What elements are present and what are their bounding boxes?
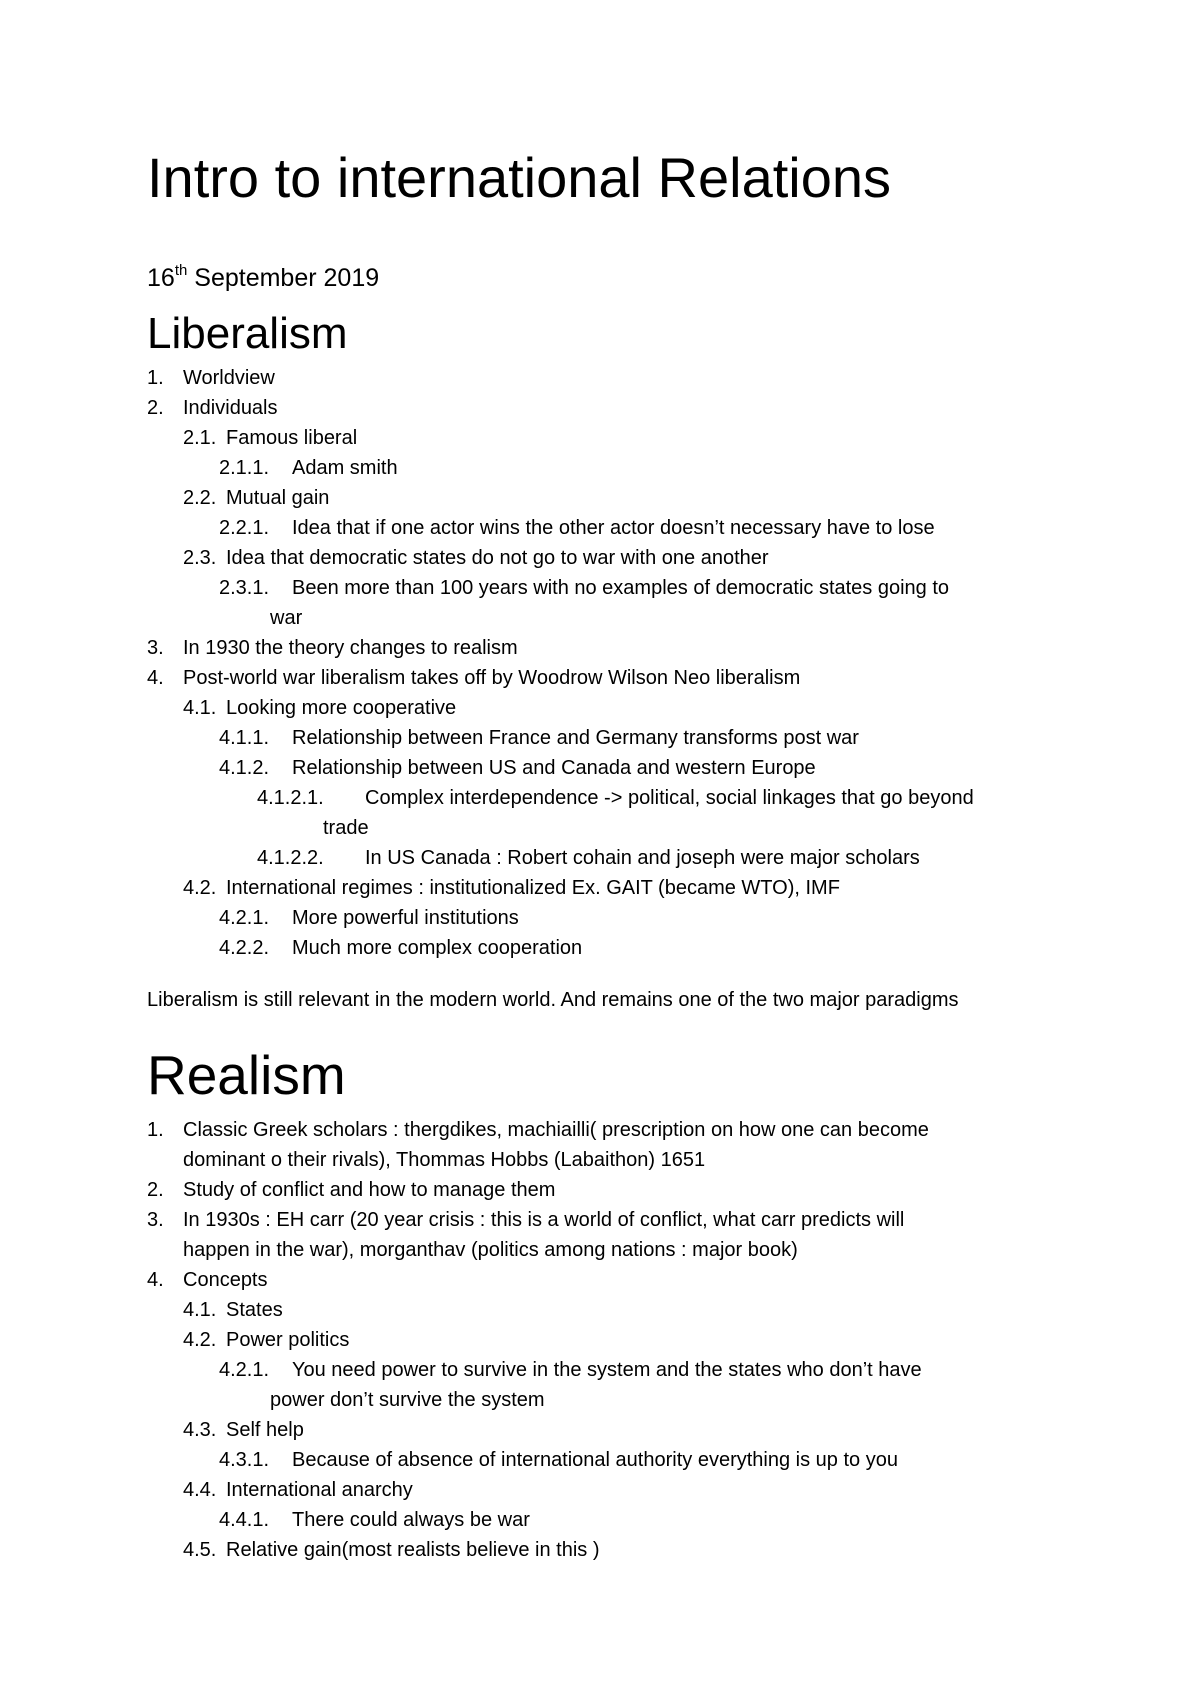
list-item bbox=[147, 1175, 1150, 1205]
section-heading-realism: Realism bbox=[147, 1044, 346, 1106]
list-item-text: International regimes : institutionalized Ex. GAIT (became WTO), IMF bbox=[226, 877, 840, 899]
list-item bbox=[219, 903, 1150, 933]
list-item-text: Relative gain(most realists believe in this ) bbox=[226, 1539, 600, 1561]
list-item-text: Study of conflict and how to manage them bbox=[183, 1179, 556, 1201]
section-heading-liberalism: Liberalism bbox=[147, 309, 348, 358]
list-item bbox=[183, 1325, 1150, 1355]
list-item bbox=[183, 1415, 1150, 1445]
list-item-text: Looking more cooperative bbox=[226, 697, 457, 719]
list-item bbox=[219, 453, 1150, 483]
list-item bbox=[147, 663, 1150, 693]
list-item bbox=[147, 393, 1150, 423]
list-item-text: There could always be war bbox=[292, 1509, 530, 1531]
list-item-number: 2. bbox=[147, 1179, 164, 1201]
list-item-text: In US Canada : Robert cohain and joseph were major scholars bbox=[365, 847, 920, 869]
date-rest: September 2019 bbox=[187, 264, 380, 292]
list-item-text: Post-world war liberalism takes off by Woodrow Wilson Neo liberalism bbox=[183, 667, 801, 689]
list-item bbox=[219, 1355, 1150, 1385]
list-item-number: 4.3.1. bbox=[219, 1449, 270, 1471]
list-item bbox=[219, 753, 1150, 783]
list-item bbox=[219, 1445, 1150, 1475]
list-item bbox=[183, 543, 1150, 573]
list-item-text: Famous liberal bbox=[226, 427, 358, 449]
list-item-number: 4.4. bbox=[183, 1479, 217, 1501]
list-item-number: 4.1.2. bbox=[219, 757, 270, 779]
list-item-text: Classic Greek scholars : thergdikes, machiailli( prescription on how one can become bbox=[183, 1119, 929, 1141]
list-item-text: In 1930 the theory changes to realism bbox=[183, 637, 518, 659]
list-item-text: Relationship between US and Canada and western Europe bbox=[292, 757, 816, 779]
list-item bbox=[257, 783, 1150, 813]
list-item-number: 4.4.1. bbox=[219, 1509, 270, 1531]
list-item-number: 2.3.1. bbox=[219, 577, 270, 599]
list-item bbox=[183, 1235, 1150, 1265]
list-item-number: 4.5. bbox=[183, 1539, 217, 1561]
list-item bbox=[219, 1505, 1150, 1535]
list-item-text: war bbox=[270, 607, 303, 629]
list-item-number: 1. bbox=[147, 367, 164, 389]
list-item-text: More powerful institutions bbox=[292, 907, 519, 929]
list-item-number: 3. bbox=[147, 1209, 164, 1231]
list-item-text: You need power to survive in the system and the states who don’t have bbox=[292, 1359, 922, 1381]
list-item bbox=[183, 873, 1150, 903]
list-item-text: Relationship between France and Germany transforms post war bbox=[292, 727, 859, 749]
list-item-number: 4.3. bbox=[183, 1419, 217, 1441]
list-item-text: Been more than 100 years with no examples of democratic states going to bbox=[292, 577, 950, 599]
list-item-number: 4.1.1. bbox=[219, 727, 270, 749]
list-item-number: 4.1.2.1. bbox=[257, 787, 324, 809]
list-item-number: 2.3. bbox=[183, 547, 217, 569]
date-suffix: th bbox=[174, 262, 188, 279]
list-item-text: happen in the war), morganthav (politics among nations : major book) bbox=[183, 1239, 798, 1261]
liberalism-summary-paragraph: Liberalism is still relevant in the modern world. And remains one of the two major paradigms bbox=[147, 989, 959, 1011]
list-item-number: 3. bbox=[147, 637, 164, 659]
list-item-number: 2.1.1. bbox=[219, 457, 270, 479]
list-item bbox=[183, 1535, 1150, 1565]
list-item bbox=[147, 1265, 1150, 1295]
list-item-text: Much more complex cooperation bbox=[292, 937, 583, 959]
list-item-number: 4. bbox=[147, 667, 164, 689]
list-item-text: power don’t survive the system bbox=[270, 1389, 545, 1411]
list-item-text: States bbox=[226, 1299, 283, 1321]
list-item-text: Adam smith bbox=[292, 457, 398, 479]
list-item bbox=[147, 1205, 1150, 1235]
document-title: Intro to international Relations bbox=[147, 146, 891, 209]
list-item bbox=[183, 693, 1150, 723]
list-item-text: International anarchy bbox=[226, 1479, 413, 1501]
document-date bbox=[147, 262, 379, 294]
list-item bbox=[147, 633, 1150, 663]
list-item-text: dominant o their rivals), Thommas Hobbs (Labaithon) 1651 bbox=[183, 1149, 706, 1171]
list-item-text: Power politics bbox=[226, 1329, 350, 1351]
list-item-text: Worldview bbox=[183, 367, 275, 389]
list-item bbox=[219, 573, 1150, 603]
list-item-number: 2.2.1. bbox=[219, 517, 270, 539]
list-item-text: Idea that democratic states do not go to war with one another bbox=[226, 547, 769, 569]
list-item-number: 4.2.1. bbox=[219, 1359, 270, 1381]
list-item bbox=[323, 813, 1150, 843]
list-item bbox=[219, 513, 1150, 543]
list-item bbox=[147, 1115, 1150, 1145]
list-item-number: 2.2. bbox=[183, 487, 217, 509]
list-item bbox=[183, 1475, 1150, 1505]
list-item bbox=[183, 483, 1150, 513]
list-item bbox=[219, 723, 1150, 753]
list-item-number: 2. bbox=[147, 397, 164, 419]
list-item-text: Idea that if one actor wins the other actor doesn’t necessary have to lose bbox=[292, 517, 935, 539]
list-item-text: Complex interdependence -> political, social linkages that go beyond bbox=[365, 787, 974, 809]
list-item-text: Mutual gain bbox=[226, 487, 330, 509]
list-item-number: 4.2. bbox=[183, 877, 217, 899]
list-item bbox=[219, 933, 1150, 963]
list-item-number: 4.2.2. bbox=[219, 937, 270, 959]
list-item-number: 4.2. bbox=[183, 1329, 217, 1351]
list-item bbox=[183, 1295, 1150, 1325]
list-item bbox=[147, 363, 1150, 393]
list-item bbox=[270, 1385, 1150, 1415]
list-item-text: In 1930s : EH carr (20 year crisis : this is a world of conflict, what carr predicts will bbox=[183, 1209, 905, 1231]
list-item bbox=[270, 603, 1150, 633]
list-item-number: 1. bbox=[147, 1119, 164, 1141]
list-item bbox=[183, 1145, 1150, 1175]
date-day: 16 bbox=[147, 264, 175, 292]
list-item-text: Self help bbox=[226, 1419, 304, 1441]
list-item-number: 4.1. bbox=[183, 697, 217, 719]
list-item-text: Individuals bbox=[183, 397, 278, 419]
list-item bbox=[257, 843, 1150, 873]
list-item-text: Concepts bbox=[183, 1269, 268, 1291]
list-item-text: trade bbox=[323, 817, 369, 839]
list-item-number: 4.2.1. bbox=[219, 907, 270, 929]
list-item-number: 4.1. bbox=[183, 1299, 217, 1321]
list-item-number: 4.1.2.2. bbox=[257, 847, 324, 869]
list-item bbox=[183, 423, 1150, 453]
list-item-text: Because of absence of international authority everything is up to you bbox=[292, 1449, 898, 1471]
list-item-number: 4. bbox=[147, 1269, 164, 1291]
list-item-number: 2.1. bbox=[183, 427, 217, 449]
